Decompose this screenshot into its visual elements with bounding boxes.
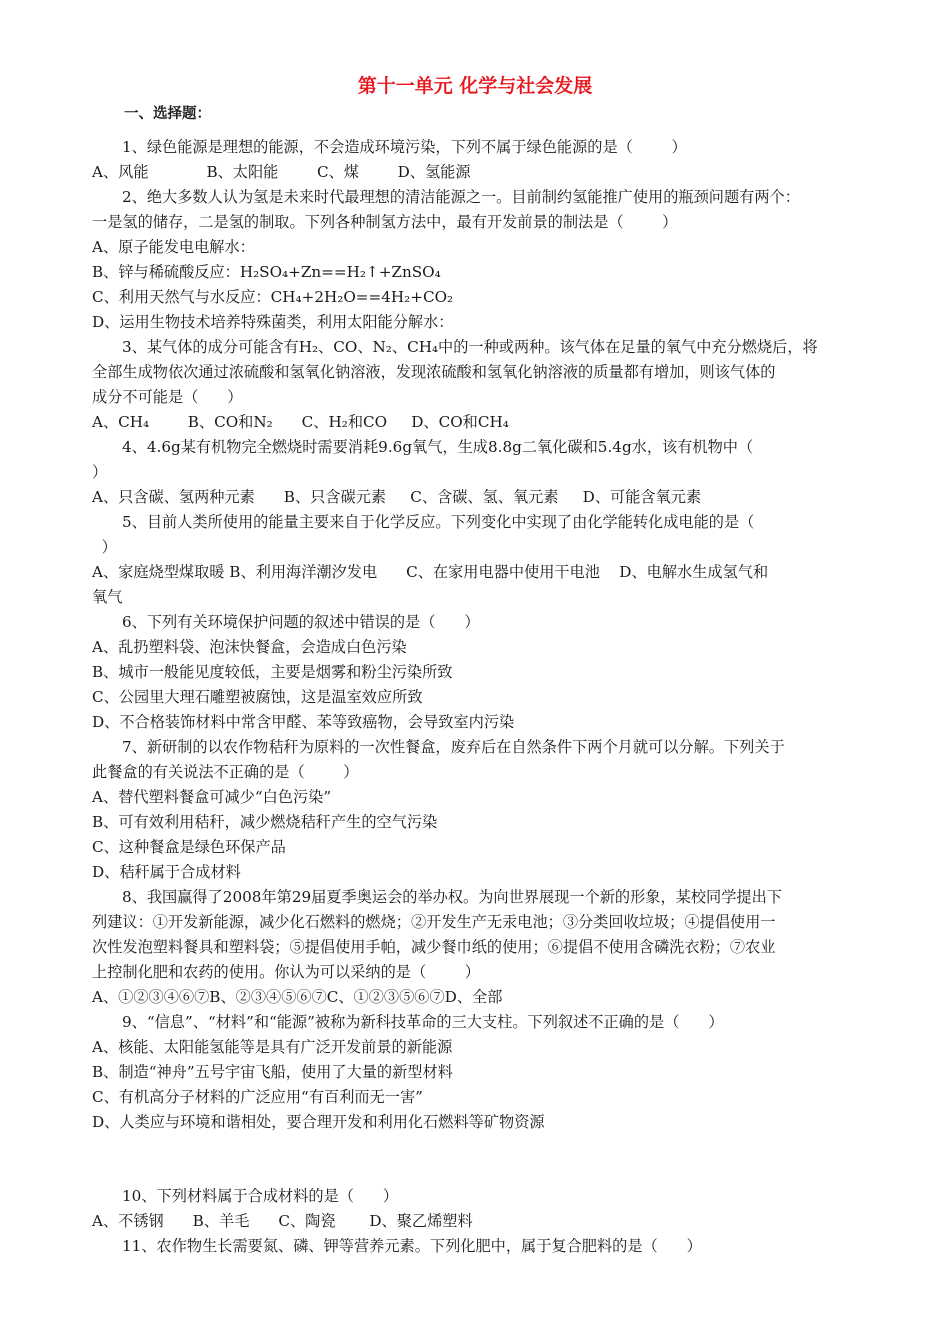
options-5: A、家庭烧型煤取暖 B、利用海洋潮汐发电 C、在家用电器中使用干电池 D、电解水生成氢气和 [92, 563, 769, 581]
page-title: 第十一单元 化学与社会发展 [357, 75, 593, 97]
question-7-cont: 此餐盒的有关说法不正确的是（ ） [92, 763, 359, 781]
options-8: A、①②③④⑥⑦B、②③④⑤⑥⑦C、①②③⑤⑥⑦D、全部 [92, 988, 503, 1006]
question-3-cont: 成分不可能是（ ） [92, 388, 243, 406]
question-5-cont: ） [92, 538, 117, 556]
option-6a: A、乱扔塑料袋、泡沫快餐盒，会造成白色污染 [92, 638, 407, 656]
question-10: 10、下列材料属于合成材料的是（ ） [122, 1187, 399, 1205]
option-7b: B、可有效利用秸秆，减少燃烧秸秆产生的空气污染 [92, 813, 438, 831]
question-8: 8、我国赢得了2008年第29届夏季奥运会的举办权。为向世界展现一个新的形象，某校同学提出下 [122, 888, 782, 906]
options-4: A、只含碳、氢两种元素 B、只含碳元素 C、含碳、氢、氧元素 D、可能含氧元素 [92, 488, 702, 506]
question-2: 2、绝大多数人认为氢是未来时代最理想的清洁能源之一。目前制约氢能推广使用的瓶颈问题有两个： [122, 188, 800, 206]
option-9d: D、人类应与环境和谐相处，要合理开发和利用化石燃料等矿物资源 [92, 1113, 545, 1131]
question-1: 1、绿色能源是理想的能源，不会造成环境污染，下列不属于绿色能源的是（ ） [122, 138, 687, 156]
question-8-cont: 列建议：①开发新能源，减少化石燃料的燃烧；②开发生产无汞电池；③分类回收垃圾；④提倡使用一 [92, 913, 776, 931]
option-6d: D、不合格装饰材料中常含甲醛、苯等致癌物，会导致室内污染 [92, 713, 515, 731]
question-3-cont: 全部生成物依次通过浓硫酸和氢氧化钠溶液，发现浓硫酸和氢氧化钠溶液的质量都有增加，则该气体的 [92, 363, 776, 381]
question-3: 3、某气体的成分可能含有H₂、CO、N₂、CH₄中的一种或两种。该气体在足量的氧气中充分燃烧后，将 [122, 338, 818, 356]
question-7: 7、新研制的以农作物秸秆为原料的一次性餐盒，废弃后在自然条件下两个月就可以分解。下列关于 [122, 738, 785, 756]
option-9b: B、制造“神舟”五号宇宙飞船，使用了大量的新型材料 [92, 1063, 453, 1081]
question-5: 5、目前人类所使用的能量主要来自于化学反应。下列变化中实现了由化学能转化成电能的是（ [122, 513, 755, 531]
question-11: 11、农作物生长需要氮、磷、钾等营养元素。下列化肥中，属于复合肥料的是（ ） [122, 1237, 702, 1255]
question-4: 4、4.6g某有机物完全燃烧时需要消耗9.6g氧气，生成8.8g二氧化碳和5.4g水，该有机物中（ [122, 438, 754, 456]
option-7d: D、秸秆属于合成材料 [92, 863, 241, 881]
options-10: A、不锈钢 B、羊毛 C、陶瓷 D、聚乙烯塑料 [92, 1212, 473, 1230]
question-4-cont: ） [92, 463, 108, 481]
question-2-cont: 一是氢的储存，二是氢的制取。下列各种制氢方法中，最有开发前景的制法是（ ） [92, 213, 678, 231]
option-2b: B、锌与稀硫酸反应：H₂SO₄+Zn==H₂↑+ZnSO₄ [92, 263, 441, 281]
question-6: 6、下列有关环境保护问题的叙述中错误的是（ ） [122, 613, 480, 631]
option-6b: B、城市一般能见度较低，主要是烟雾和粉尘污染所致 [92, 663, 453, 681]
option-9a: A、核能、太阳能氢能等是具有广泛开发前景的新能源 [92, 1038, 453, 1056]
question-8-cont: 次性发泡塑料餐具和塑料袋；⑤提倡使用手帕，减少餐巾纸的使用；⑥提倡不使用含磷洗衣粉；⑦农业 [92, 938, 776, 956]
option-2c: C、利用天然气与水反应：CH₄+2H₂O==4H₂+CO₂ [92, 288, 454, 306]
option-9c: C、有机高分子材料的广泛应用“有百利而无一害” [92, 1088, 423, 1106]
options-5-cont: 氧气 [92, 588, 123, 606]
option-7c: C、这种餐盒是绿色环保产品 [92, 838, 286, 856]
option-2a: A、原子能发电电解水： [92, 238, 255, 256]
question-9: 9、“信息”、“材料”和“能源”被称为新科技革命的三大支柱。下列叙述不正确的是（ ） [122, 1013, 724, 1031]
question-8-cont: 上控制化肥和农药的使用。你认为可以采纳的是（ ） [92, 963, 480, 981]
option-2d: D、运用生物技术培养特殊菌类，利用太阳能分解水： [92, 313, 454, 331]
option-7a: A、替代塑料餐盒可减少“白色污染” [92, 788, 332, 806]
option-6c: C、公园里大理石雕塑被腐蚀，这是温室效应所致 [92, 688, 423, 706]
options-1: A、风能 B、太阳能 C、煤 D、氢能源 [92, 163, 471, 181]
options-3: A、CH₄ B、CO和N₂ C、H₂和CO D、CO和CH₄ [92, 413, 509, 431]
section-heading: 一、选择题： [124, 106, 211, 122]
